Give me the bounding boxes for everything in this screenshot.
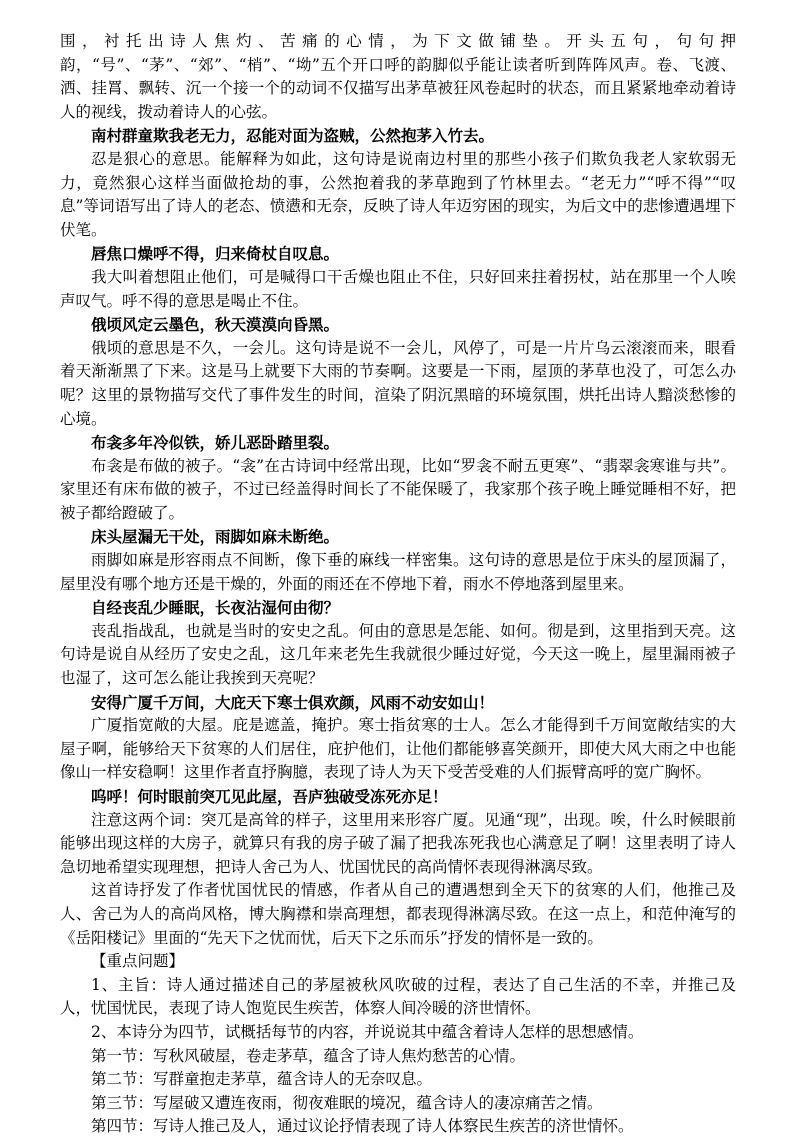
question-item: 1、主旨：诗人通过描述自己的茅屋被秋风吹破的过程，表达了自己生活的不幸，并推己及人，忧国忧民，表现了诗人饱览民生疾苦，体察人间冷暖的济世情怀。 [60, 975, 736, 1018]
poem-line: 床头屋漏无干处，雨脚如麻未断绝。 [91, 527, 340, 547]
poem-line: 布衾多年冷似铁，娇儿恶卧踏里裂。 [91, 433, 340, 453]
answer-item: 第二节：写群童抱走茅草，蕴含诗人的无奈叹息。 [91, 1070, 433, 1089]
paragraph-commentary: 我大叫着想阻止他们，可是喊得口干舌燥也阻止不住，只好回来拄着拐杖，站在那里一个人唉声叹气。呼不得的意思是喝止不住。 [60, 267, 736, 310]
poem-line: 安得广厦千万间，大庇天下寒士俱欢颜，风雨不动安如山！ [91, 692, 495, 712]
poem-line: 唇焦口燥呼不得，归来倚杖自叹息。 [91, 244, 340, 264]
answer-item: 第一节：写秋风破屋，卷走茅草，蕴含了诗人焦灼愁苦的心情。 [91, 1046, 526, 1065]
paragraph-commentary: 丧乱指战乱，也就是当时的安史之乱。何由的意思是怎能、如何。彻是到，这里指到天亮。这句诗是说自从经历了安史之乱，这几年来老先生我就很少睡过好觉，今天这一晚上，屋里漏雨被子也湿了，这可怎么能让我挨到天亮呢？ [60, 621, 736, 688]
document-page [60, 30, 736, 1139]
paragraph-commentary: 俄顷的意思是不久，一会儿。这句诗是说不一会儿，风停了，可是一片片乌云滚滚而来，眼看着天渐渐黑了下来。这是马上就要下大雨的节奏啊。这要是一下雨，屋顶的茅草也没了，可怎么办呢？这里的景物描写交代了事件发生的时间，渲染了阴沉黑暗的环境氛围，烘托出诗人黯淡愁惨的心境。 [60, 338, 736, 428]
paragraph-commentary: 雨脚如麻是形容雨点不间断，像下垂的麻线一样密集。这句诗的意思是位于床头的屋顶漏了，屋里没有哪个地方还是干燥的，外面的雨还在不停地下着，雨水不停地落到屋里来。 [60, 551, 736, 593]
paragraph-commentary: 布衾是布做的被子。“衾”在古诗词中经常出现，比如“罗衾不耐五更寒”、“翡翠衾寒谁与共”。家里还有床布做的被子，不过已经盖得时间长了不能保暖了，我家那个孩子晚上睡觉睡相不好，把被子都给蹬破了。 [60, 456, 736, 522]
question-item: 2、本诗分为四节，试概括每节的内容，并说说其中蕴含着诗人怎样的思想感情。 [91, 1022, 644, 1041]
paragraph-commentary: 忍是狠心的意思。能解释为如此，这句诗是说南边村里的那些小孩子们欺负我老人家软弱无力，竟然狠心这样当面做抢劫的事，公然抱着我的茅草跑到了竹林里去。“老无力”“呼不得”“叹息”等词语写出了诗人的老态、愤懑和无奈，反映了诗人年迈穷困的现实，为后文中的悲惨遭遇埋下伏笔。 [60, 149, 736, 239]
poem-line: 南村群童欺我老无力，忍能对面为盗贼，公然抱茅入竹去。 [91, 126, 495, 146]
paragraph-commentary: 广厦指宽敞的大屋。庇是遮盖，掩护。寒士指贫寒的士人。怎么才能得到千万间宽敞结实的大屋子啊，能够给天下贫寒的人们居住，庇护他们，让他们都能够喜笑颜开，即使大风大雨之中也能像山一样安稳啊！这里作者直抒胸臆，表现了诗人为天下受苦受难的人们振臂高呼的宽广胸怀。 [60, 716, 736, 782]
poem-line: 俄顷风定云墨色，秋天漠漠向昏黑。 [91, 315, 340, 335]
answer-item: 第三节：写屋破又遭连夜雨，彻夜难眠的境况，蕴含诗人的凄凉痛苦之情。 [91, 1093, 603, 1112]
poem-line: 呜呼！何时眼前突兀见此屋，吾庐独破受冻死亦足！ [91, 787, 448, 806]
section-heading: 【重点问题】 [91, 952, 185, 971]
paragraph-summary: 这首诗抒发了作者忧国忧民的情感，作者从自己的遭遇想到全天下的贫寒的人们，他推己及人、舍己为人的高尚风格，博大胸襟和崇高理想，都表现得淋漓尽致。在这一点上，和范仲淹写的《岳阳楼记》里面的“先天下之忧而忧，后天下之乐而乐”抒发的情怀是一致的。 [60, 881, 736, 947]
answer-item: 第四节：写诗人推己及人，通过议论抒情表现了诗人体察民生疾苦的济世情怀。 [91, 1117, 634, 1136]
paragraph-commentary: 注意这两个词：突兀是高耸的样子，这里用来形容广厦。见通“现”，出现。唉，什么时候眼前能够出现这样的大房子，就算只有我的房子破了漏了把我冻死我也心满意足了啊！这里表明了诗人急切地希望实现理想，把诗人舍己为人、忧国忧民的高尚情怀表现得淋漓尽致。 [60, 810, 736, 876]
poem-line: 自经丧乱少睡眠，长夜沾湿何由彻？ [91, 598, 340, 618]
paragraph-commentary: 围，衬托出诗人焦灼、苦痛的心情，为下文做铺垫。开头五句，句句押韵，“号”、“茅”、“郊”、“梢”、“坳”五个开口呼的韵脚似乎能让读者听到阵阵风声。卷、飞渡、洒、挂罥、飘转、沉一个接一个的动词不仅描写出茅草被狂风卷起时的状态，而且紧紧地牵动着诗人的视线，拨动着诗人的心弦。 [60, 32, 736, 121]
